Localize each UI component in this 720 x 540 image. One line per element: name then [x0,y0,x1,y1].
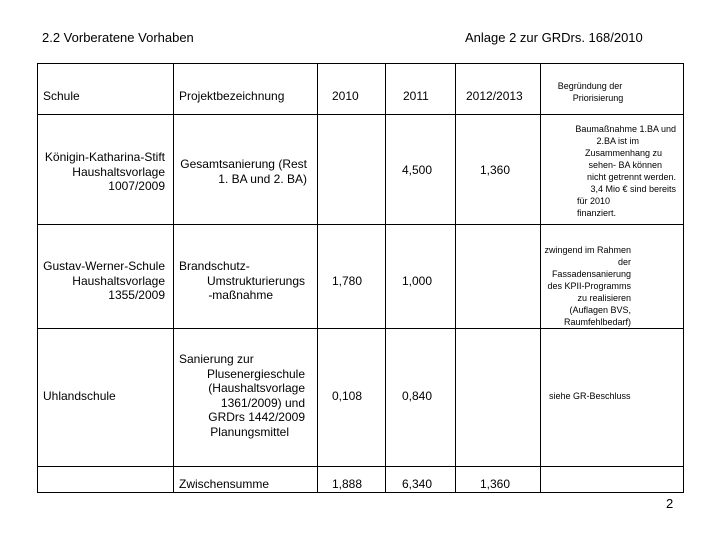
row-divider [37,466,683,467]
row2-projekt [175,259,305,303]
col-divider [540,63,541,492]
row2-schule [40,259,165,303]
col-divider [385,63,386,492]
row3-schule: Uhlandschule [43,389,116,403]
anlage-reference: Anlage 2 zur GRDrs. 168/2010 [465,30,643,45]
header-begruendung [545,80,635,104]
header-begruendung-line1: Begründung der [557,81,623,91]
col-divider [455,63,456,492]
row3-begruendung: siehe GR-Beschluss [549,391,631,401]
header-schule: Schule [43,89,80,103]
row3-2011: 0,840 [402,389,433,403]
row3-2010: 0,108 [332,389,363,403]
row1-2012: 1,360 [480,163,511,177]
row3-projekt-line: Planungsmittel [210,424,289,439]
row-divider [37,224,683,225]
row2-begruendung-line: Fassadensanierung [551,269,631,279]
row2-projekt-line: Umstrukturierungs [206,273,305,288]
page-number: 2 [666,496,674,511]
row1-begruendung-line: sehen- BA können [588,160,662,170]
row2-2011: 1,000 [402,274,433,288]
row1-begruendung-line: für 2010 [577,196,611,206]
row1-begruendung-line: Zusammenhang zu [584,148,662,158]
row1-2011: 4,500 [402,163,433,177]
row1-begruendung-line: 3,4 Mio € sind bereits [590,184,676,194]
row1-begruendung-line: 2.BA ist im [596,136,639,146]
row1-projekt [175,157,307,186]
row2-schule-line: 1355/2009 [108,288,165,302]
row3-projekt-line: Plusenergieschule [206,366,305,381]
row1-schule-line: Königin-Katharina-Stift [44,150,165,164]
row1-begruendung-line: nicht getrennt werden. [586,172,676,182]
summary-2011: 6,340 [402,477,433,491]
page-title: 2.2 Vorberatene Vorhaben [42,30,194,45]
summary-2012: 1,360 [480,477,511,491]
row1-schule-line: 1007/2009 [108,179,165,193]
row1-projekt-line: Gesamtsanierung (Rest [180,157,307,171]
header-begruendung-line2: Priorisierung [572,93,624,103]
row2-begruendung-line: des KPII-Programms [547,281,631,291]
row3-projekt [175,352,305,439]
row2-begruendung [543,244,676,328]
row3-projekt-line: (Haushaltsvorlage [208,381,305,395]
row1-schule [40,150,165,194]
row-divider [37,328,683,329]
header-2012-2013: 2012/2013 [466,89,523,103]
row2-schule-line: Haushaltsvorlage [72,273,165,288]
row-divider [37,114,683,115]
header-2011: 2011 [403,89,429,103]
row1-begruendung-line: Baumaßnahme 1.BA und [575,124,676,134]
summary-label: Zwischensumme [179,477,270,491]
row3-projekt-line: GRDrs 1442/2009 [208,410,305,424]
row3-projekt-line: 1361/2009) und [220,395,305,410]
row1-begruendung [543,123,676,219]
row2-2010: 1,780 [332,274,363,288]
row2-begruendung-line: zwingend im Rahmen der [544,245,631,267]
row2-projekt-line: Brandschutz- [179,259,250,273]
row1-projekt-line: 1. BA und 2. BA) [218,171,307,186]
col-divider [317,63,318,492]
row2-projekt-line: -maßnahme [208,288,273,302]
header-projekt: Projektbezeichnung [179,89,285,103]
summary-2010: 1,888 [332,477,363,491]
header-2010: 2010 [332,89,359,103]
row1-begruendung-line: finanziert. [577,208,617,218]
row2-begruendung-line: Raumfehlbedarf) [563,317,631,327]
row2-begruendung-line: (Auflagen BVS, [569,305,631,315]
col-divider [173,63,174,492]
row2-schule-line: Gustav-Werner-Schule [43,259,165,273]
row3-projekt-line: Sanierung zur [179,352,254,366]
row2-begruendung-line: zu realisieren [577,293,631,303]
row1-schule-line: Haushaltsvorlage [72,164,165,179]
